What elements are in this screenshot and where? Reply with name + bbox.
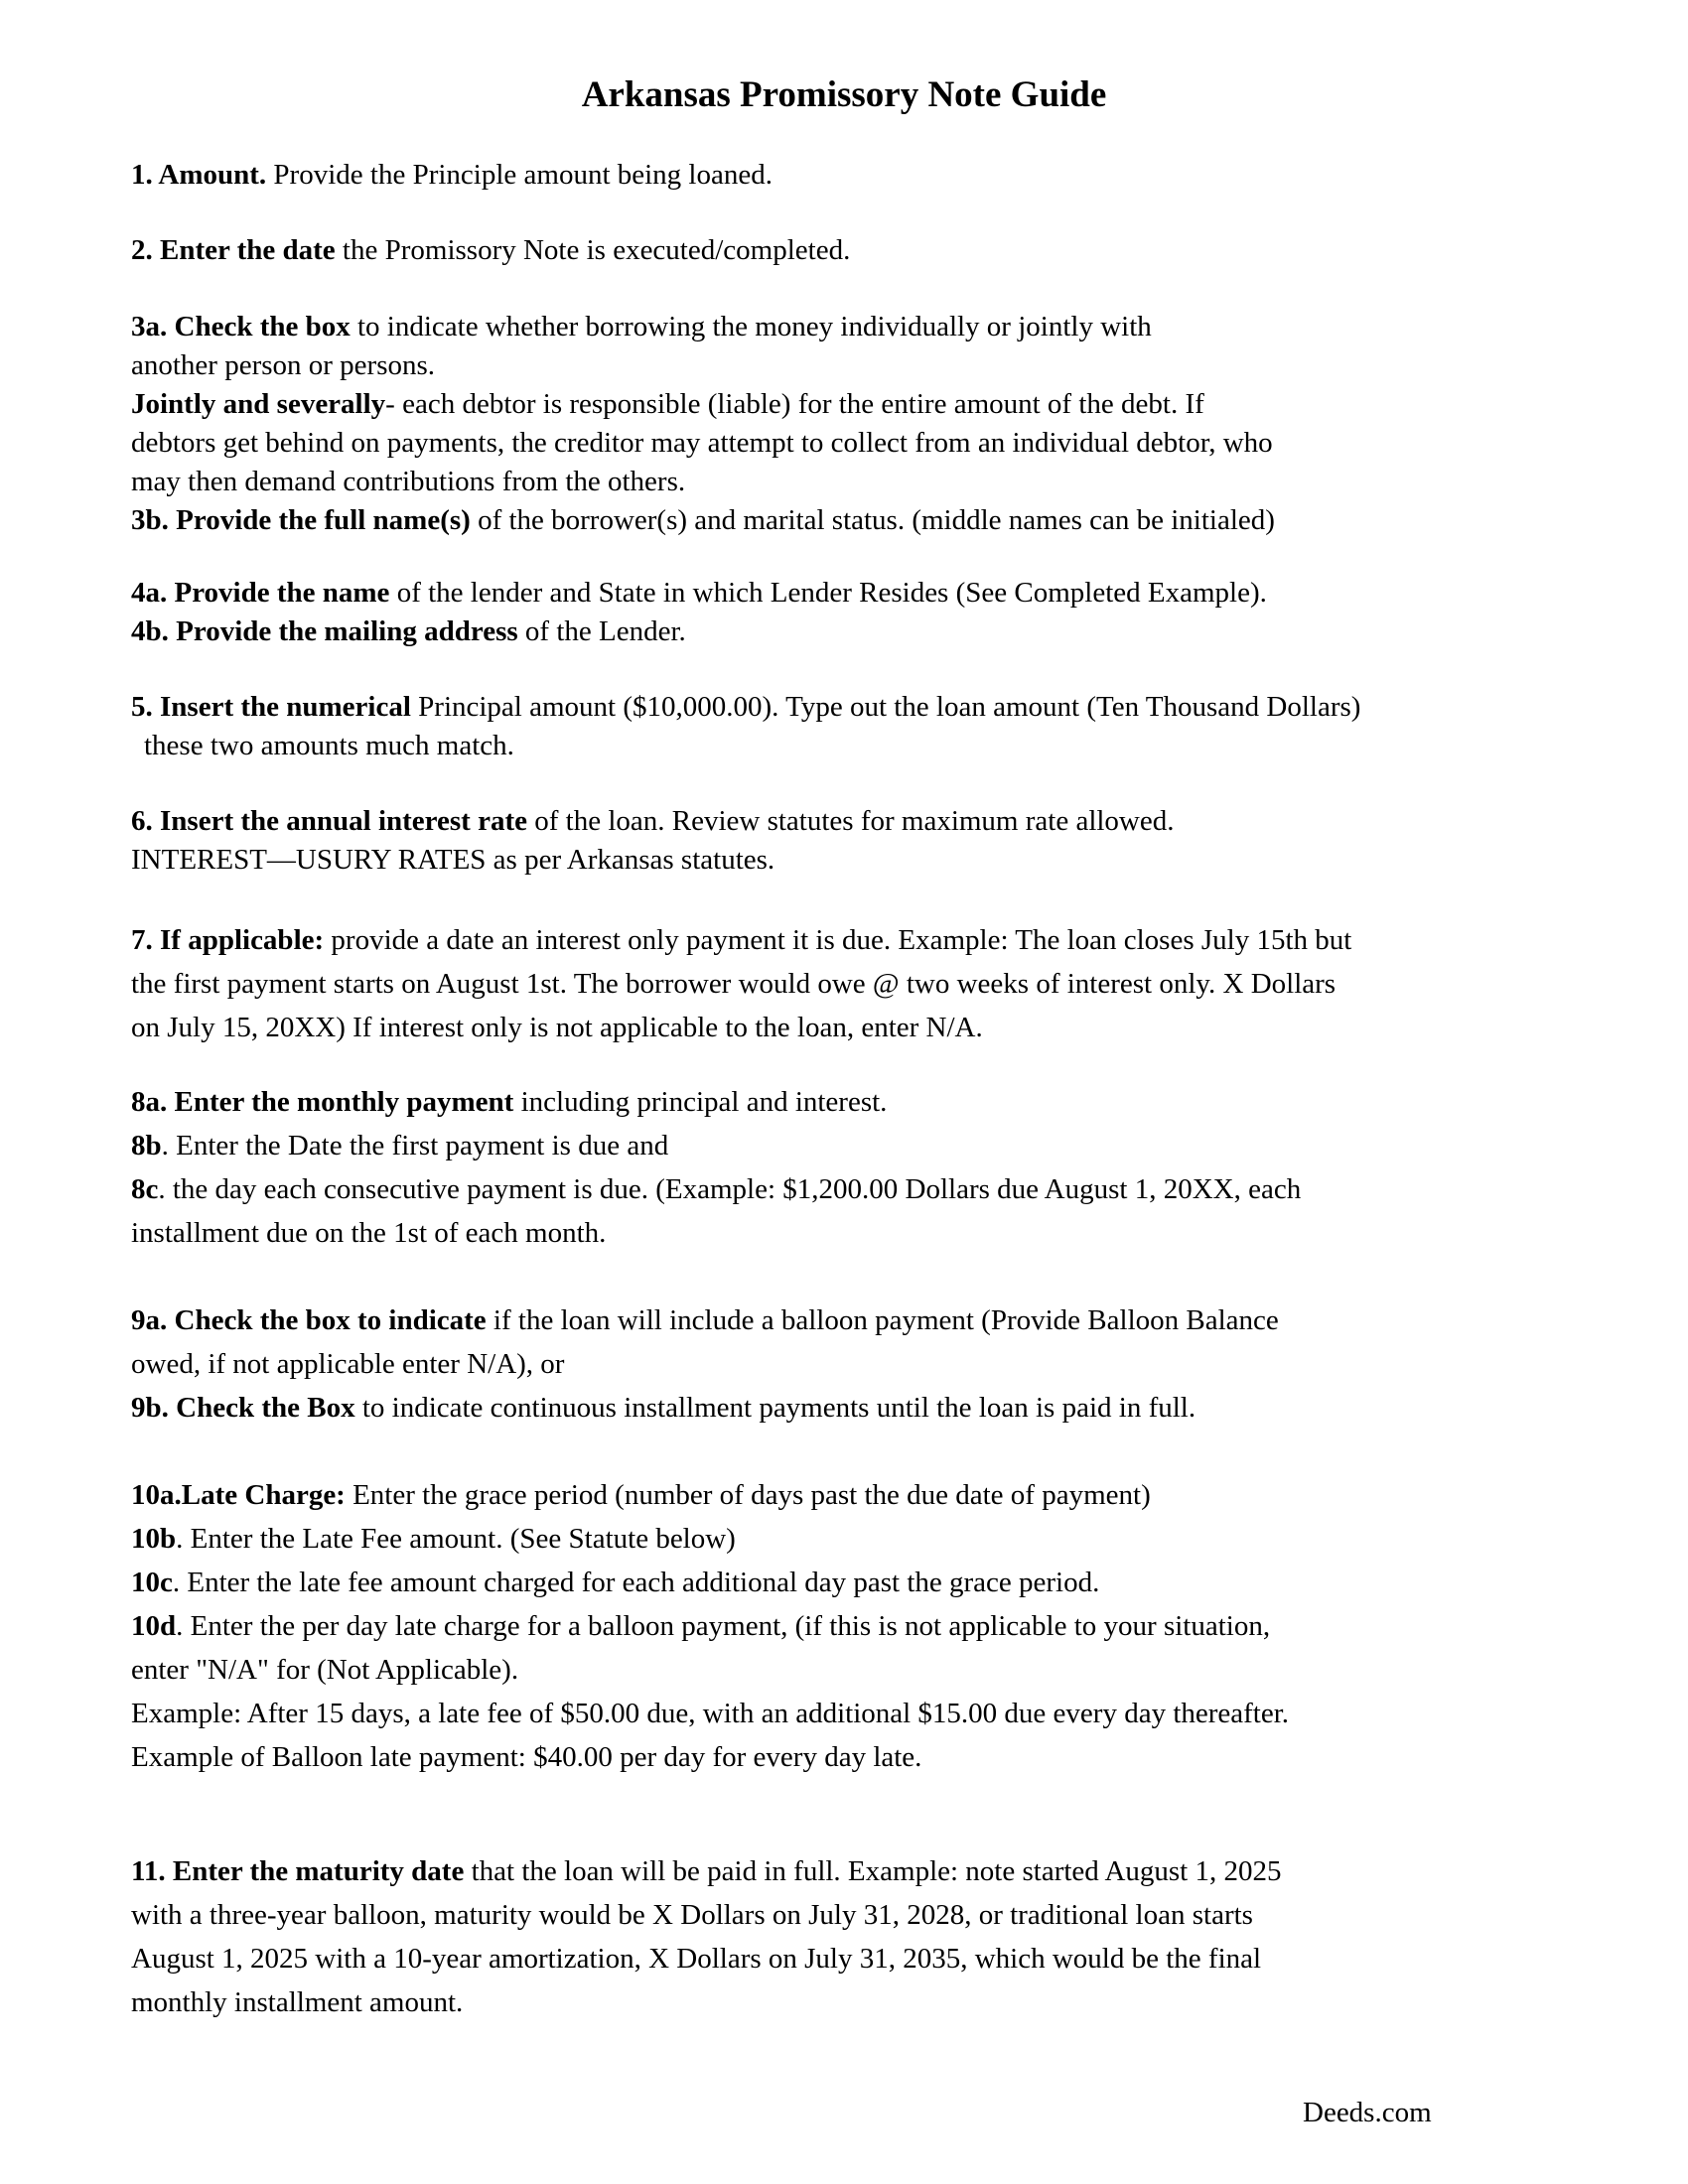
item-line: these two amounts much match. bbox=[144, 730, 514, 761]
item-9-balloon bbox=[131, 1298, 1561, 1430]
item-8-monthly-payment bbox=[131, 1080, 1561, 1255]
item-line: installment due on the 1st of each month. bbox=[131, 1217, 607, 1249]
item-4-lender bbox=[131, 574, 1561, 651]
item-label: 10b bbox=[131, 1523, 177, 1555]
item-line: on July 15, 20XX) If interest only is not applicable to the loan, enter N/A. bbox=[131, 1012, 983, 1043]
item-line: another person or persons. bbox=[131, 349, 436, 381]
item-text: that the loan will be paid in full. Example: note started August 1, 2025 bbox=[464, 1855, 1282, 1887]
item-line bbox=[131, 1561, 1561, 1604]
item-2-date bbox=[131, 231, 1561, 270]
item-1-amount bbox=[131, 156, 1561, 195]
example-line: Example: After 15 days, a late fee of $50.00 due, with an additional $15.00 due every day thereafter. bbox=[131, 1698, 1290, 1729]
item-text: . Enter the Late Fee amount. (See Statute below) bbox=[176, 1523, 736, 1555]
item-label: Jointly and severally bbox=[131, 388, 386, 420]
item-label: 9a. Check the box to indicate bbox=[131, 1304, 487, 1336]
item-line: may then demand contributions from the others. bbox=[131, 466, 686, 497]
item-text: to indicate continuous installment payments until the loan is paid in full. bbox=[354, 1392, 1196, 1424]
item-line bbox=[131, 1167, 1561, 1211]
item-line bbox=[131, 1124, 1561, 1167]
item-line bbox=[131, 688, 1561, 727]
item-line bbox=[131, 308, 1561, 346]
item-line: INTEREST—USURY RATES as per Arkansas statutes. bbox=[131, 844, 775, 876]
item-label: 7. If applicable: bbox=[131, 924, 325, 956]
item-label: 3a. Check the box bbox=[131, 311, 351, 342]
item-line bbox=[131, 156, 1561, 195]
item-text: the Promissory Note is executed/completed. bbox=[335, 234, 851, 266]
item-text: . Enter the per day late charge for a balloon payment, (if this is not applicable to your situation, bbox=[176, 1610, 1271, 1642]
page-title: Arkansas Promissory Note Guide bbox=[581, 74, 1107, 115]
item-label: 10a.Late Charge: bbox=[131, 1479, 346, 1511]
item-text: . the day each consecutive payment is due. (Example: $1,200.00 Dollars due August 1, 20XX, each bbox=[158, 1173, 1302, 1205]
item-line bbox=[131, 1604, 1561, 1648]
item-10-late-charge bbox=[131, 1473, 1561, 1779]
item-line bbox=[131, 1473, 1561, 1517]
item-line bbox=[131, 1080, 1561, 1124]
item-11-maturity-date bbox=[131, 1849, 1561, 2024]
item-text: to indicate whether borrowing the money individually or jointly with bbox=[350, 311, 1152, 342]
item-line bbox=[131, 918, 1561, 962]
item-7-interest-only bbox=[131, 918, 1561, 1049]
item-text: Enter the grace period (number of days past the due date of payment) bbox=[345, 1479, 1151, 1511]
item-label: 8a. Enter the monthly payment bbox=[131, 1086, 514, 1118]
item-line bbox=[131, 613, 1561, 651]
item-line bbox=[131, 1298, 1561, 1342]
item-line bbox=[131, 385, 1561, 424]
item-label: 11. Enter the maturity date bbox=[131, 1855, 465, 1887]
item-line bbox=[131, 1386, 1561, 1430]
item-label: 4a. Provide the name bbox=[131, 577, 390, 609]
item-label: 8b bbox=[131, 1130, 162, 1161]
item-line: debtors get behind on payments, the creditor may attempt to collect from an individual debtor, who bbox=[131, 427, 1273, 459]
item-label: 9b. Check the Box bbox=[131, 1392, 355, 1424]
item-text: if the loan will include a balloon payment (Provide Balloon Balance bbox=[486, 1304, 1279, 1336]
item-3-borrowers bbox=[131, 308, 1561, 540]
item-line bbox=[131, 1849, 1561, 1893]
item-line: with a three-year balloon, maturity would be X Dollars on July 31, 2028, or traditional loan starts bbox=[131, 1899, 1253, 1931]
item-text: of the lender and State in which Lender Resides (See Completed Example). bbox=[389, 577, 1267, 609]
item-line: monthly installment amount. bbox=[131, 1986, 464, 2018]
item-line: owed, if not applicable enter N/A), or bbox=[131, 1348, 565, 1380]
item-text: . Enter the late fee amount charged for each additional day past the grace period. bbox=[172, 1567, 1100, 1598]
item-line bbox=[131, 1517, 1561, 1561]
item-line bbox=[131, 501, 1561, 540]
item-label: 6. Insert the annual interest rate bbox=[131, 805, 527, 837]
item-label: 10d bbox=[131, 1610, 177, 1642]
item-text: Provide the Principle amount being loaned. bbox=[266, 159, 773, 191]
item-line bbox=[131, 574, 1561, 613]
item-label: 10c bbox=[131, 1567, 173, 1598]
item-5-principal bbox=[131, 688, 1561, 765]
item-label: 1. Amount. bbox=[131, 159, 267, 191]
item-label: 2. Enter the date bbox=[131, 234, 336, 266]
item-label: 8c bbox=[131, 1173, 159, 1205]
example-line: Example of Balloon late payment: $40.00 per day for every day late. bbox=[131, 1741, 922, 1773]
item-label: 3b. Provide the full name(s) bbox=[131, 504, 471, 536]
item-line: enter "N/A" for (Not Applicable). bbox=[131, 1654, 519, 1686]
item-label: 5. Insert the numerical bbox=[131, 691, 411, 723]
item-text: of the loan. Review statutes for maximum rate allowed. bbox=[526, 805, 1175, 837]
item-text: - each debtor is responsible (liable) for the entire amount of the debt. If bbox=[385, 388, 1204, 420]
item-line: August 1, 2025 with a 10-year amortization, X Dollars on July 31, 2035, which would be the final bbox=[131, 1943, 1262, 1975]
item-line bbox=[131, 231, 1561, 270]
item-line bbox=[131, 802, 1561, 841]
item-text: . Enter the Date the first payment is due and bbox=[161, 1130, 669, 1161]
item-text: including principal and interest. bbox=[513, 1086, 888, 1118]
item-label: 4b. Provide the mailing address bbox=[131, 615, 518, 647]
item-text: of the Lender. bbox=[517, 615, 686, 647]
item-text: Principal amount ($10,000.00). Type out the loan amount (Ten Thousand Dollars) bbox=[410, 691, 1361, 723]
item-text: of the borrower(s) and marital status. (middle names can be initialed) bbox=[470, 504, 1275, 536]
item-line: the first payment starts on August 1st. The borrower would owe @ two weeks of interest only. X Dollars bbox=[131, 968, 1336, 1000]
item-text: provide a date an interest only payment it is due. Example: The loan closes July 15th but bbox=[324, 924, 1352, 956]
footer-brand: Deeds.com bbox=[1303, 2097, 1432, 2128]
item-6-interest-rate bbox=[131, 802, 1561, 880]
